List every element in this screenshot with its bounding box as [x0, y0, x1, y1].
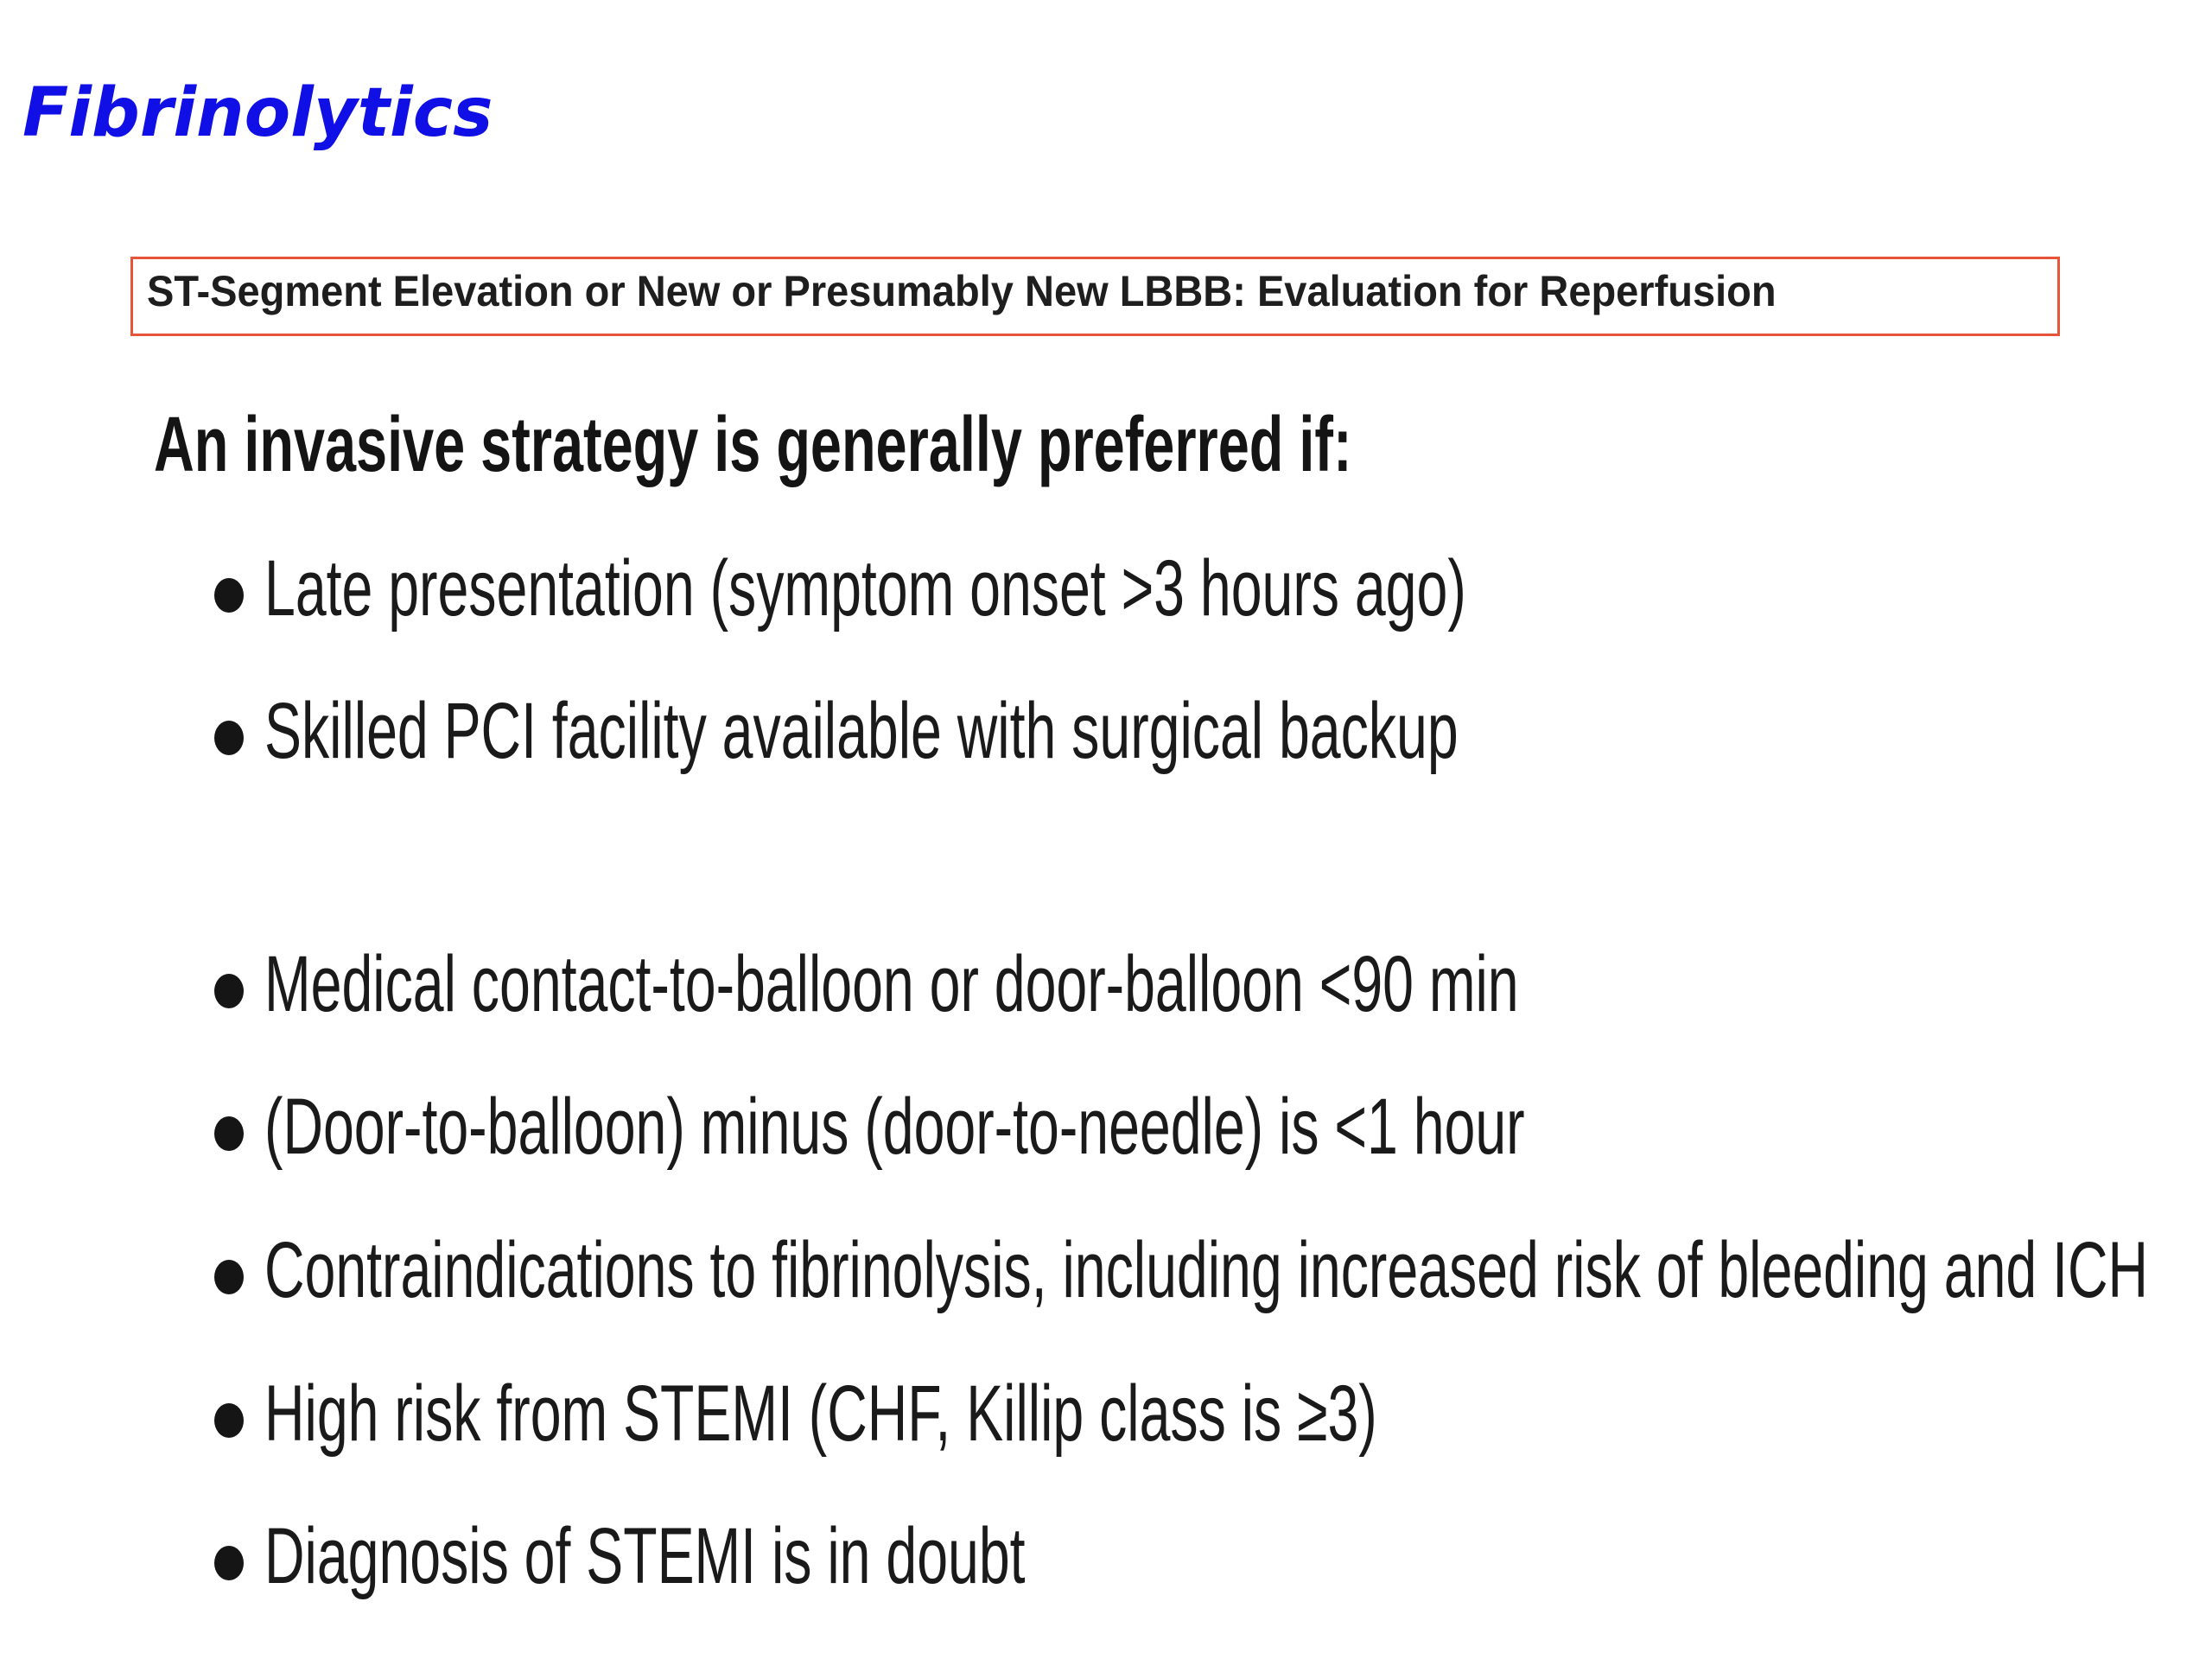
bullet-dot-icon [214, 1260, 244, 1294]
bullet-text: Contraindications to fibrinolysis, including increased risk of bleeding and ICH [264, 1226, 2149, 1314]
bullet-dot-icon [214, 1546, 244, 1580]
bullet-dot-icon [214, 974, 244, 1008]
bullet-text: (Door-to-balloon) minus (door-to-needle) is <1 hour [264, 1083, 1525, 1171]
bullet-text: Skilled PCI facility available with surgical backup [264, 687, 1459, 775]
bullet-text: Medical contact-to-balloon or door-balloon <90 min [264, 940, 1519, 1028]
header-text: ST-Segment Elevation or New or Presumably New LBBB: Evaluation for Reperfusion [147, 267, 1777, 315]
bullet-dot-icon [214, 721, 244, 755]
bullet-text: Late presentation (symptom onset >3 hours ago) [264, 544, 1466, 632]
bullet-dot-icon [214, 578, 244, 613]
bullet-text: Diagnosis of STEMI is in doubt [264, 1512, 1026, 1600]
bullet-dot-icon [214, 1403, 244, 1438]
lead-text: An invasive strategy is generally preferred if: [154, 402, 1352, 488]
slide-title: Fibrinolytics [22, 74, 493, 152]
bullet-dot-icon [214, 1116, 244, 1151]
bullet-text: High risk from STEMI (CHF, Killip class is ≥3) [264, 1370, 1377, 1458]
